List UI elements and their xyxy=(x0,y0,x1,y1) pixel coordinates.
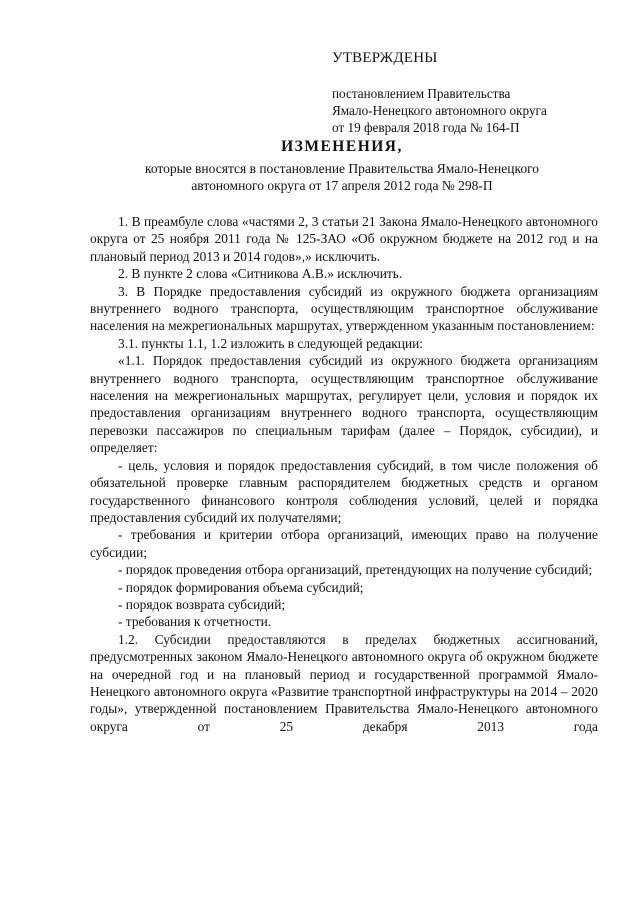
subtitle-line: автономного округа от 17 апреля 2012 года № 298-П xyxy=(191,178,493,193)
approval-line: постановлением Правительства xyxy=(332,86,511,101)
list-item: - цель, условия и порядок предоставления субсидий, в том числе положения об обязательной проверке главным распорядителем бюджетных средств и органом государственного финансового контроля соблюдения условий, целей и порядка предоставления субсидий их получателями; xyxy=(90,457,598,525)
list-item: - требования и критерии отбора организаций, имеющих право на получение субсидии; xyxy=(90,527,598,560)
paragraph: 1.2. Субсидии предоставляются в пределах бюджетных ассигнований, предусмотренных законом Ямало-Ненецкого автономного округа об окружном бюджете на очередной год и на плановый период и государственной программой Ямало-Ненецкого автономного округа «Развитие транспортной инфраструктуры на 2014 – 2020 годы», утвержденной постановлением Правительства Ямало-Ненецкого автономного округа от 25 декабря 2013 года xyxy=(90,631,598,734)
approval-heading: УТВЕРЖДЕНЫ xyxy=(332,50,438,66)
approval-line: Ямало-Ненецкого автономного округа xyxy=(332,103,547,118)
list-item: - порядок проведения отбора организаций, претендующих на получение субсидий; xyxy=(118,562,593,578)
document-subtitle xyxy=(0,160,640,194)
list-item: - порядок возврата субсидий; xyxy=(118,596,286,612)
approval-line: от 19 февраля 2018 года № 164-П xyxy=(332,120,520,135)
list-item: - порядок формирования объема субсидий; xyxy=(118,579,364,595)
paragraph: «1.1. Порядок предоставления субсидий из окружного бюджета организациям внутреннего водного транспорта, осуществляющим транспортное обслуживание населения на межрегиональных маршрутах, регулирует цели, условия и порядок их предоставления организациям внутреннего водного транспорта, осуществляющим перевозки пассажиров по специальным тарифам (далее – Порядок, субсидии), и определяет: xyxy=(90,353,598,456)
document-title: ИЗМЕНЕНИЯ, xyxy=(281,138,403,155)
paragraph: 1. В преамбуле слова «частями 2, 3 статьи 21 Закона Ямало-Ненецкого автономного округа от 25 ноября 2011 года № 125-ЗАО «Об окружном бюджете на 2012 год и на плановый период 2013 и 2014 годов»,» исключить. xyxy=(90,214,598,264)
approval-block xyxy=(332,50,632,136)
paragraph: 3. В Порядке предоставления субсидий из окружного бюджета организациям внутреннего водного транспорта, осуществляющим транспортное обслуживание населения на межрегиональных маршрутах, утвержденном указанным постановлением: xyxy=(90,283,598,334)
document-body xyxy=(90,213,598,735)
list-item: - требования к отчетности. xyxy=(118,614,272,630)
paragraph: 3.1. пункты 1.1, 1.2 изложить в следующей редакции: xyxy=(118,335,424,351)
subtitle-line: которые вносятся в постановление Правительства Ямало-Ненецкого xyxy=(144,161,540,176)
paragraph: 2. В пункте 2 слова «Ситникова А.В.» исключить. xyxy=(118,266,403,282)
